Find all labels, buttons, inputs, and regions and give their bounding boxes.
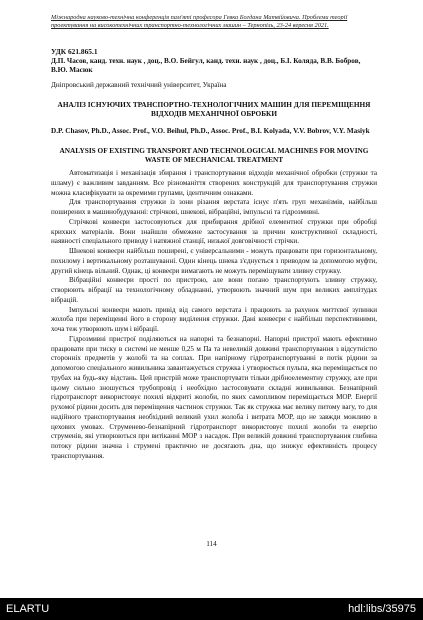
title-ukrainian: АНАЛІЗ ІСНУЮЧИХ ТРАНСПОРТНО-ТЕХНОЛОГІЧНИХ МАШИН ДЛЯ ПЕРЕМІЩЕННЯ ВІДХОДІВ МЕХАНІЧНОЇ ОБРОБКИ (57, 100, 371, 119)
paragraph: Стрічкові конвеєри застосовуються для прибирання дрібної елементної стружки при обробці крихких матеріалів. Вони знайшли обмежене застосування за причин конструктивної складності, наявності спеціального приводу і натяжної станції, низької довговічності стрічки. (51, 217, 377, 246)
udk-code: УДК 621.865.1 (51, 47, 98, 56)
paragraph: Імпульсні конвеєри мають привід від самого верстата і працюють за рахунок миттєвої зупинки жолоба при переміщенні його в сторону виділення стружки. Дані конвеєри є найбільш перспективними, хоча теж утворюють шум і вібрації. (51, 305, 377, 333)
paragraph: Гідрозмивні пристрої поділяються на напорні та безнапорні. Напорні пристрої мають ефективно працювати при тиску в системі не менше 0,25 м Па та невеликій довжині транспортування з відсутністю сторонніх предметів у жолобі та на соплах. При напірному гідротранспортуванні в потік рідини за допомогою спеціального живильника завантажується стружка і утворюється пульпа, яка переміщається по трубах на будь-яку відстань. Цей пристрій може транспортувати тільки дрібноелементну стружку, але при цьому сильно зношується трубопровід і необхідно застосовувати складні живильники. Безнапірний гідротранспорт використовує похилі відкриті жолоби, по яких самопливом переміщається МОР. Енергії рухомої рідини досить для переміщення частинок стружки. Так як стружка має велику питому вагу, то для надійного транспортування необхідний великий ухил жолоба і витрата МОР, що не завжди можливо в цехових умовах. Струменево-безнапірний гідротранспорт використовує похилі жолоби та енергію струменів, які утворюються при витіканні МОР з насадок. При великій довжині транспортування глибина потоку рідини значна і струмені практично не досягають дна, що знижує ефективність процесу транспортування. (51, 334, 377, 460)
article-body (51, 169, 377, 462)
repository-footer (0, 598, 423, 620)
paragraph: Автоматизація і механізація збирання і транспортування відходів механічної обробки (стружки та шламу) є важливим завданням. Все різноманіття створених конструкцій для транспортування стружки можна класифікувати за окремими групами, ідентичним ознаками. (51, 169, 377, 197)
paragraph: Вібраційні конвеєри прості по пристрою, але вони погано транспортують зливну стружку, створюють вібрації на технологічному обладнанні, утворюють значний шум при великих амплітудах вібрацій. (51, 276, 377, 304)
page-number: 114 (206, 540, 217, 548)
authors-english: D.P. Chasov, Ph.D., Assoc. Prof., V.O. Beihul, Ph.D., Assoc. Prof., B.I. Kolyada, V.V. Bobrov, V.Y. Masiyk (51, 127, 370, 135)
title-english: ANALYSIS OF EXISTING TRANSPORT AND TECHNOLOGICAL MACHINES FOR MOVING WASTE OF MECHANICAL TREATMENT (59, 146, 369, 165)
affiliation: Дніпровський державний технічний університет, Україна (51, 81, 227, 89)
repository-name: ELARTU (6, 603, 50, 615)
paragraph: Для транспортування стружки із зони різання верстата існує п'ять груп механізмів, найбільш поширених в машинобудуванні: стрічкові, шнекові, вібраційні, імпульсні та гідрозмивні. (51, 198, 377, 216)
authors-ukrainian: Д.П. Часов, канд. техн. наук , доц., В.О. Бейгул, канд. техн. наук , доц., Б.І. Коляда, В.В. Бобров, В.Ю. Масюк (51, 57, 361, 74)
paragraph: Шнекові конвеєри найбільш поширені, є універсальними - можуть працювати при горизонтальному, похилому і вертикальному розташуванні. Один кінець шнека з'єднується з приводом за допомогою муфти, другий кінець вільний. Однак, ці конвеєри вимагають не можуть переміщувати зливну стружку. (51, 247, 377, 275)
conference-header: Міжнародна науково-технічна конференція пам'яті професора Гевка Богдана Матвійовича. Проблеми теорії проектування на високотехнічних транспортно-технологічних машин – Тернопіль, 23-24 вересня 2021. (51, 14, 348, 30)
handle-identifier[interactable]: hdl:libs/35975 (348, 603, 416, 615)
